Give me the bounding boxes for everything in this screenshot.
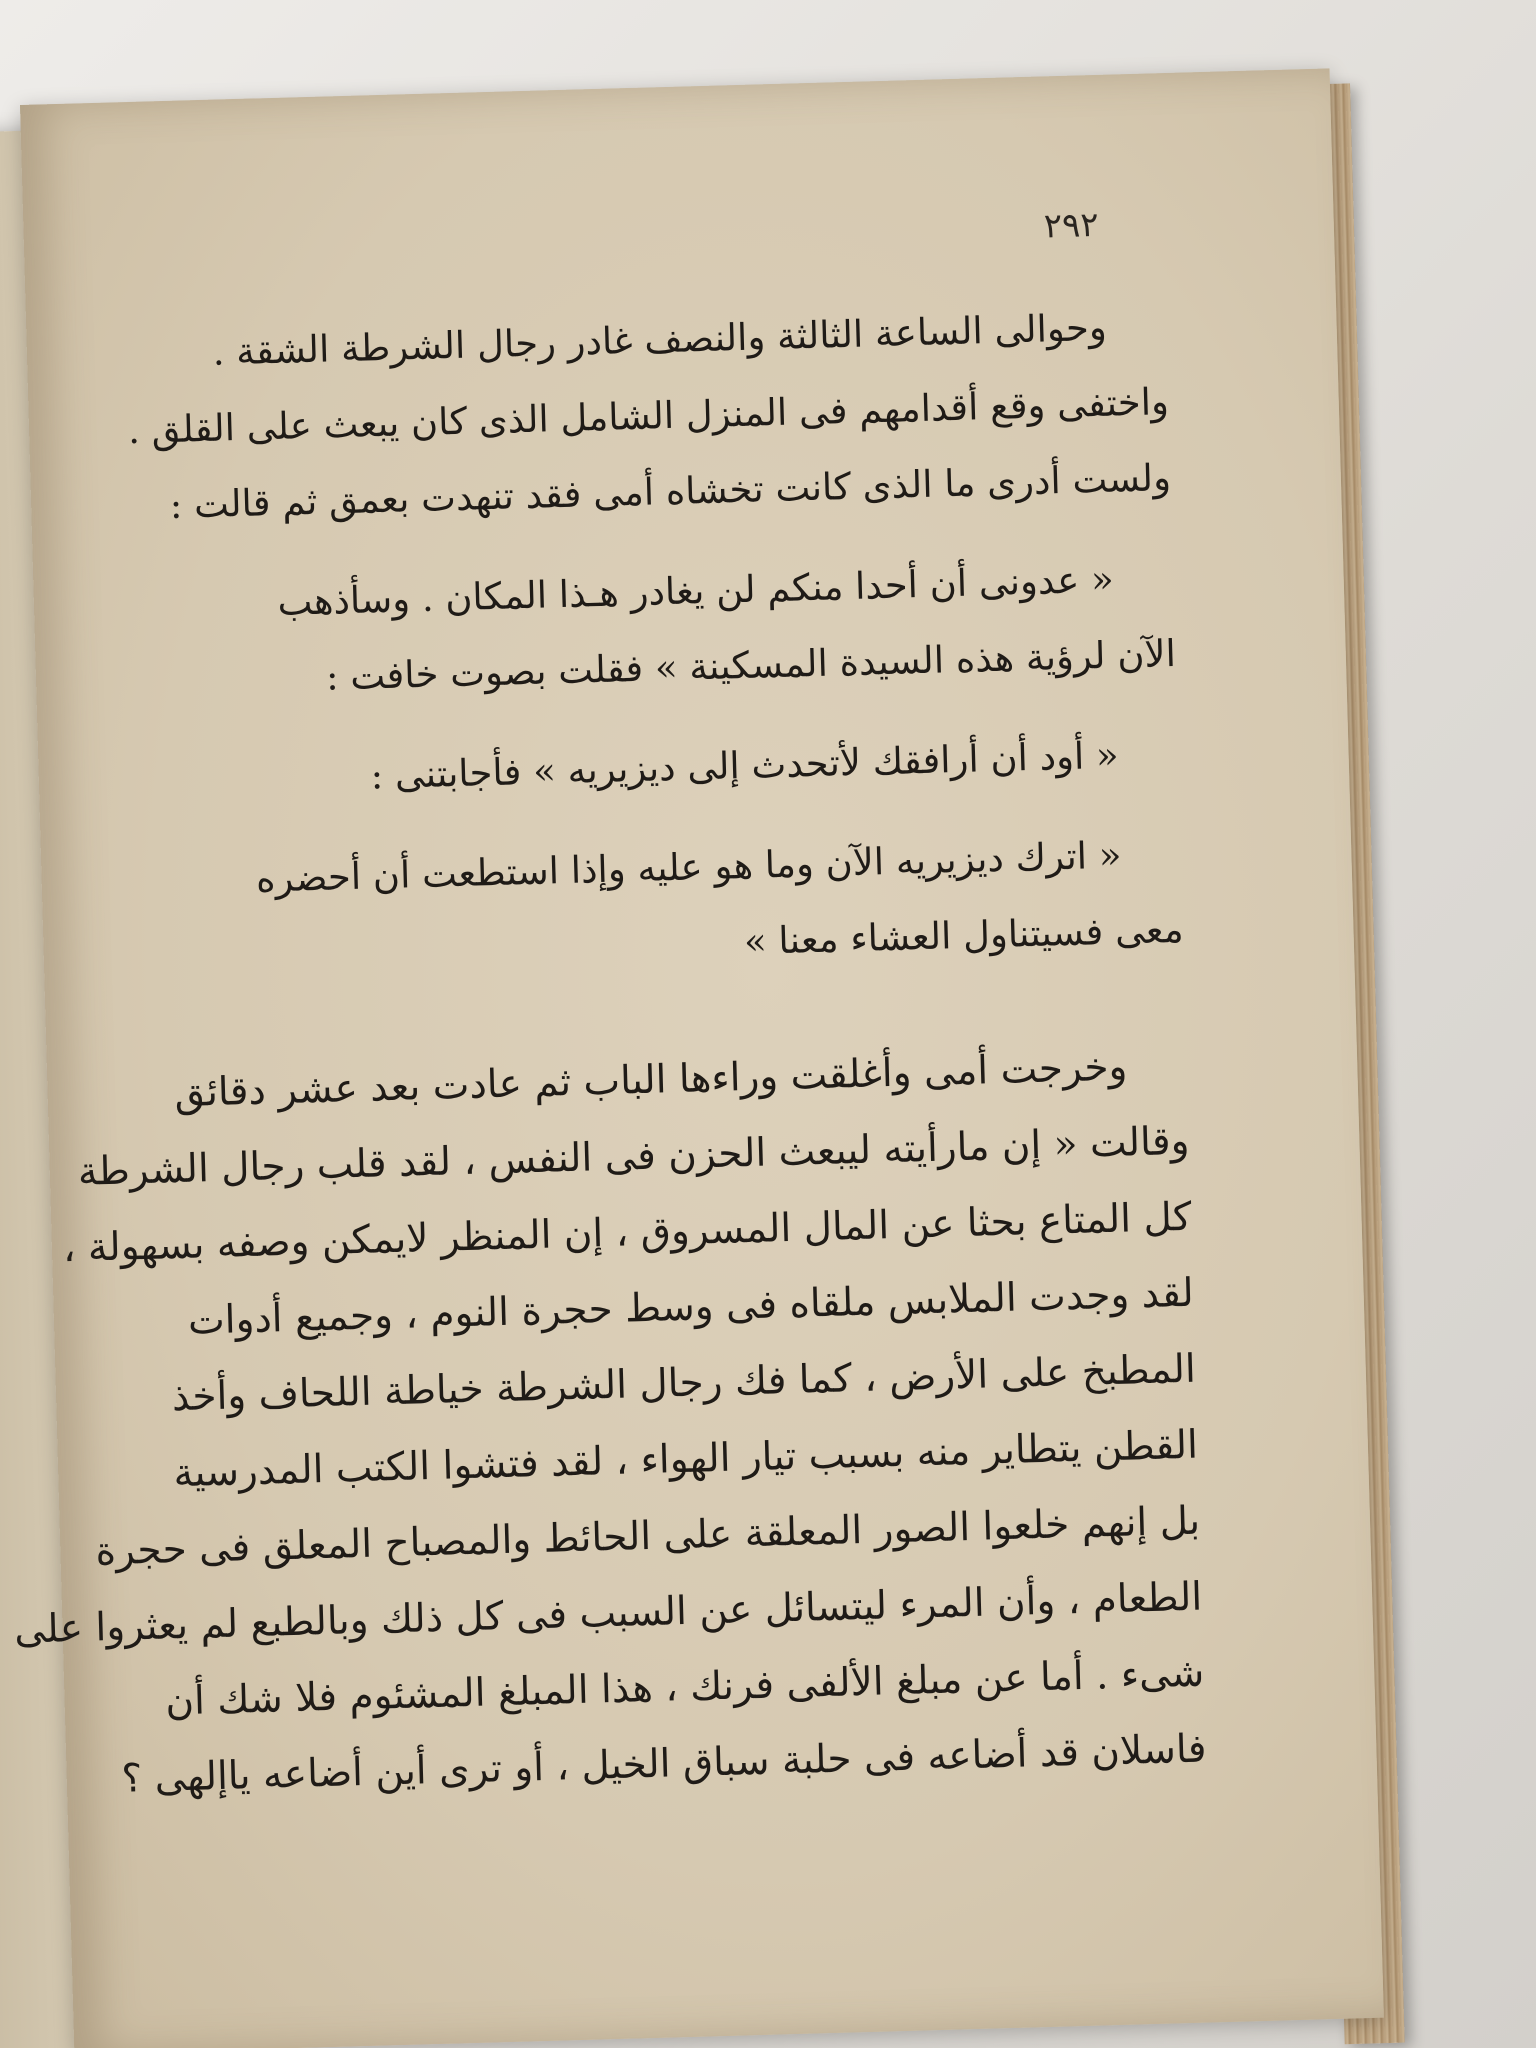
text-line: كل المتاع بحثا عن المال المسروق ، إن المنظر لايمكن وصفه بسهولة ، — [62, 1194, 1193, 1272]
text-line: شىء . أما عن مبلغ الألفى فرنك ، هذا المبلغ المشئوم فلا شك أن — [164, 1650, 1205, 1725]
text-line: بل إنهم خلعوا الصور المعلقة على الحائط والمصباح المعلق فى حجرة — [94, 1498, 1201, 1575]
text-line: وقالت « إن مارأيته ليبعث الحزن فى النفس ، لقد قلب رجال الشرطة — [77, 1118, 1191, 1195]
paragraph-1 — [127, 288, 1172, 541]
text-line: وخرجت أمى وأغلقت وراءها الباب ثم عادت بعد عشر دقائق — [173, 1044, 1128, 1117]
text-line: المطبخ على الأرض ، كما فك رجال الشرطة خياطة اللحاف وأخذ — [171, 1346, 1197, 1421]
text-line: « عدونى أن أحدا منكم لن يغادر هـذا المكان . وسأذهب — [276, 557, 1115, 624]
text-line: وحوالى الساعة الثالثة والنصف غادر رجال الشرطة الشقة . — [212, 305, 1108, 374]
text-line: لقد وجدت الملابس ملقاه فى وسط حجرة النوم ، وجميع أدوات — [187, 1270, 1195, 1344]
text-line: معى فسيتناول العشاء معنا » — [743, 907, 1185, 964]
paragraph-5 — [13, 1028, 1208, 1813]
text-line: القطن يتطاير منه بسبب تيار الهواء ، لقد فتشوا الكتب المدرسية — [172, 1422, 1199, 1497]
page-text — [13, 288, 1208, 1813]
paragraph-2 — [273, 540, 1177, 717]
text-line: « اترك ديزيريه الآن وما هو عليه وإذا استطعت أن أحضره — [255, 833, 1122, 901]
text-line: « أود أن أرافقك لأتحدث إلى ديزيريه » فأجابتنى : — [370, 733, 1120, 798]
page-number: ٢٩٢ — [1043, 204, 1100, 247]
text-line: الآن لرؤية هذه السيدة المسكينة » فقلت بصوت خافت : — [325, 631, 1177, 699]
text-line: ولست أدرى ما الذى كانت تخشاه أمى فقد تنهدت بعمق ثم قالت : — [169, 456, 1172, 527]
text-line: واختفى وقع أقدامهم فى المنزل الشامل الذى كان يبعث على القلق . — [127, 380, 1170, 453]
book-page — [13, 68, 1384, 2048]
paragraph-4 — [255, 816, 1185, 993]
text-line: فاسلان قد أضاعه فى حلبة سباق الخيل ، أو ترى أين أضاعه ياإلهى ؟ — [120, 1726, 1207, 1802]
text-line: الطعام ، وأن المرء ليتسائل عن السبب فى كل ذلك وبالطبع لم يعثروا على — [13, 1574, 1203, 1653]
